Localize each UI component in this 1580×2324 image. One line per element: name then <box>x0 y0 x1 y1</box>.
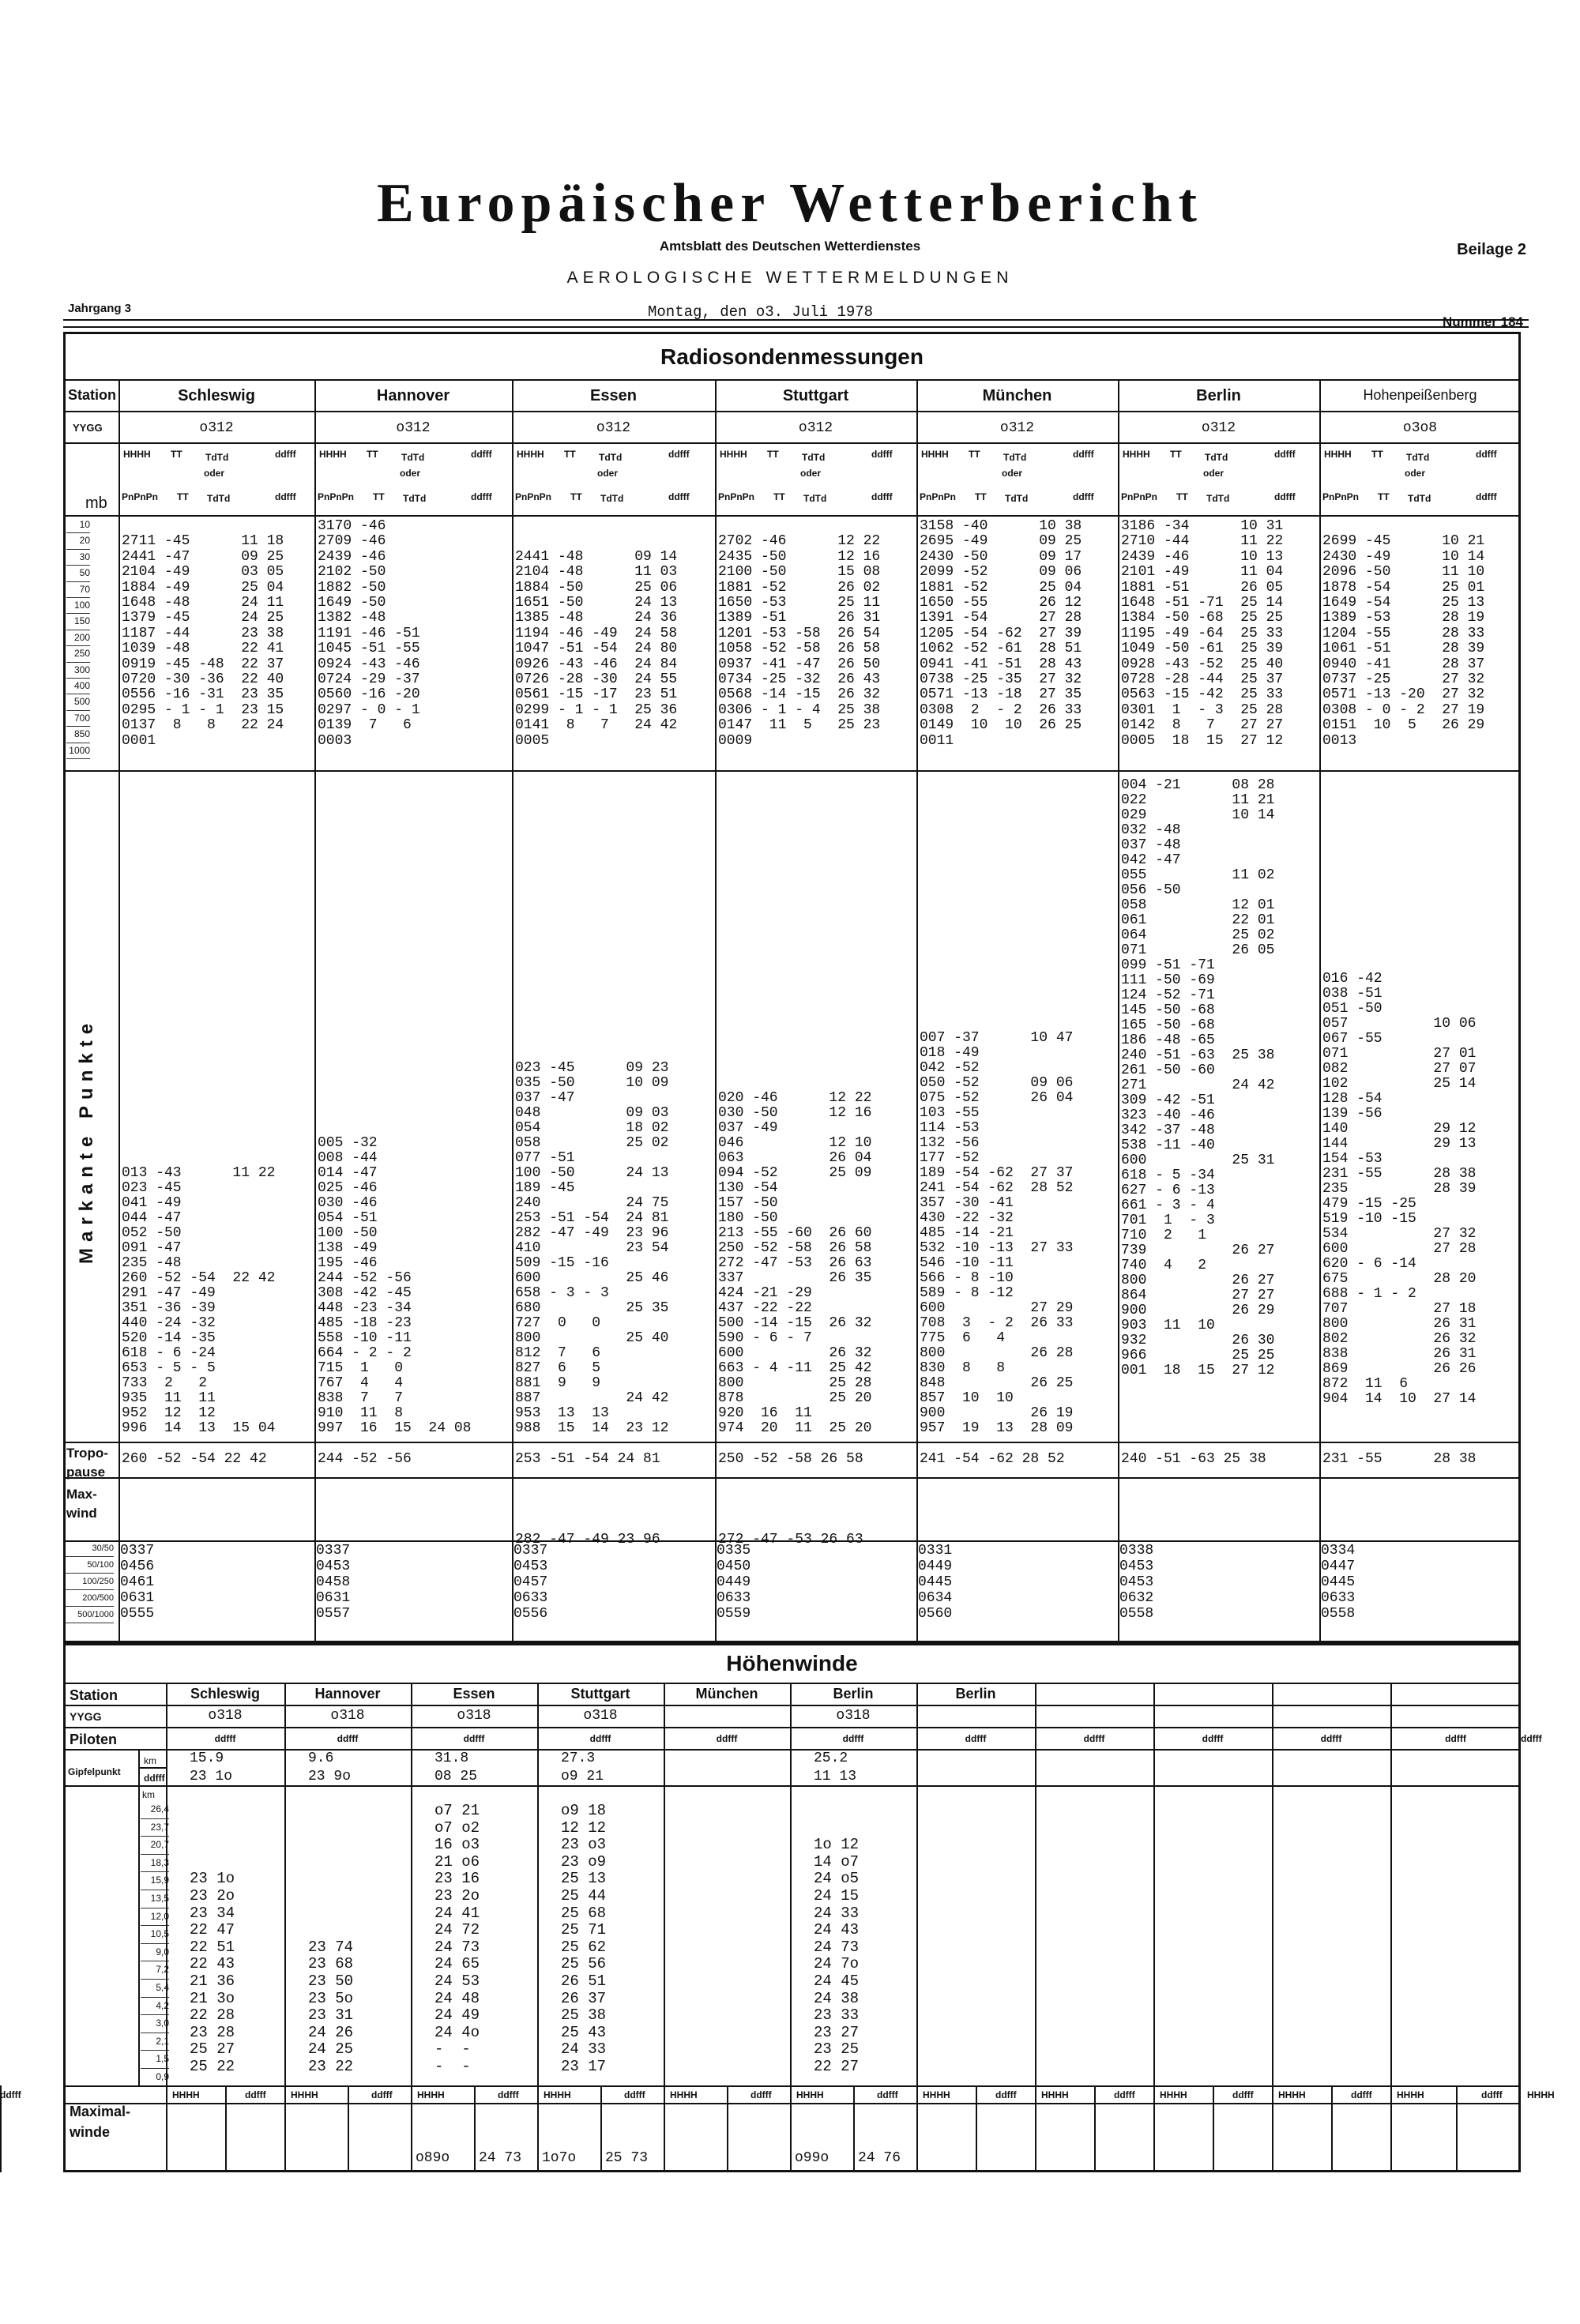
standard-level-data: 2702 -46 12 22 2435 -50 12 16 2100 -50 15 08 1881 -52 26 02 1650 -53 25 11 1389 -51 26 31 1201 -53 -58 26 54 1058 -52 -58 26 58 0937 -41 -47 26 50 0734 -25 -32 26 43 0568 -14 -15 26 32 0306 - 1 - 4 25 38 0147 11 5 25 23 0009 <box>718 533 881 749</box>
standard-level-data: 2699 -45 10 21 2430 -49 10 14 2096 -50 11 10 1878 -54 25 01 1649 -54 25 13 1389 -53 28 19 1204 -55 28 33 1061 -51 28 39 0940 -41 28 37 0737 -25 27 32 0571 -13 -20 27 32 0308 - 0 - 2 27 19 0151 10 5 26 29 0013 <box>1322 533 1485 749</box>
max-hhhh-label: HHHH <box>544 2089 571 2100</box>
sub-ddfff: ddfff <box>871 449 893 460</box>
max-hhhh-label: HHHH <box>1527 2089 1555 2100</box>
sub-tt: TT <box>564 449 576 460</box>
level-150: 150 <box>66 614 90 630</box>
wind-ddfff: ddfff <box>463 1733 485 1744</box>
summit-km: 9.6 <box>308 1751 334 1766</box>
max-mid-divider <box>1331 2085 1333 2172</box>
wind-station-name: Berlin <box>955 1686 996 1702</box>
marked-points-data: 013 -43 11 22 023 -45 041 -49 044 -47 052 -50 091 -47 235 -48 260 -52 -54 22 42 291 -47 -49 351 -36 -39 440 -24 -32 520 -14 -35 618 - 6 -24 653 - 5 - 5 733 2 2 935 11 11 952 12 12 996 14 13 15 04 <box>122 1165 276 1436</box>
sub-tdtd-2: TdTd <box>803 493 827 504</box>
sub-ddfff: ddfff <box>275 449 296 460</box>
rs-rule-station <box>63 379 1521 381</box>
sub-tt-2: TT <box>1378 491 1390 502</box>
max-ddfff: 25 73 <box>605 2150 649 2166</box>
sub-ppp: PnPnPn <box>318 491 355 502</box>
hw-rule-piloten <box>63 1749 1521 1751</box>
station-yygg: o3o8 <box>1402 420 1438 436</box>
wind-ddfff: ddfff <box>337 1733 359 1744</box>
station-yygg: o312 <box>999 420 1035 436</box>
sub-tdtd-2: TdTd <box>1408 493 1431 504</box>
level-700: 700 <box>66 711 90 727</box>
sub-hhhh: HHHH <box>921 449 949 460</box>
sub-hhhh: HHHH <box>1324 449 1352 460</box>
wind-station-name: Stuttgart <box>570 1686 630 1702</box>
level-20: 20 <box>66 533 90 549</box>
wind-station-name: Essen <box>453 1686 495 1702</box>
max-hhhh-label: HHHH <box>417 2089 445 2100</box>
marked-points-label: Markante Punkte <box>76 1017 97 1264</box>
w-row-piloten: Piloten <box>70 1732 118 1747</box>
maxwind-data: 282 -47 -49 23 96 <box>515 1532 660 1547</box>
sub-ppp: PnPnPn <box>515 491 552 502</box>
max-mid-divider <box>0 2085 2 2172</box>
tropopause-data: 240 -51 -63 25 38 <box>1121 1451 1266 1467</box>
issue-date: Montag, den o3. Juli 1978 <box>648 303 874 321</box>
sub-tt-2: TT <box>975 491 987 502</box>
hw-rule-title <box>63 1683 1521 1684</box>
header-rule-2 <box>63 326 1529 328</box>
station-yygg: o312 <box>596 420 631 436</box>
level-200: 200 <box>66 630 90 646</box>
rs-col-divider <box>314 379 316 1643</box>
rs-rule-yygg <box>63 411 1521 412</box>
sub-ddfff-2: ddfff <box>871 491 893 502</box>
max-mid-divider <box>348 2085 349 2172</box>
wind-level: 100/250 <box>65 1574 114 1590</box>
sub-oder: oder <box>1203 468 1224 479</box>
max-ddfff-label: ddfff <box>1114 2089 1135 2100</box>
standard-level-data: 2711 -45 11 18 2441 -47 09 25 2104 -49 03 05 1884 -49 25 04 1648 -48 24 11 1379 -45 24 25 1187 -44 23 38 1039 -48 22 41 0919 -45 -48 22 37 0720 -30 -36 22 40 0556 -16 -31 23 35 0295 - 1 - 1 23 15 0137 8 8 22 24 0001 <box>122 533 284 749</box>
max-hhhh-label: HHHH <box>923 2089 950 2100</box>
rs-col-divider <box>1319 379 1321 1643</box>
station-name: Berlin <box>1196 387 1241 404</box>
hw-col-divider <box>1153 1683 1155 2172</box>
wind-station-name: München <box>695 1686 758 1702</box>
wind-level-data: 23 74 23 68 23 50 23 5o 23 31 24 26 24 25 23 22 <box>308 1938 354 2075</box>
max-hhhh-label: HHHH <box>291 2089 318 2100</box>
max-mid-divider <box>474 2085 476 2172</box>
max-ddfff-label: ddfff <box>877 2089 898 2100</box>
sub-tt: TT <box>1371 449 1383 460</box>
sub-tt: TT <box>969 449 980 460</box>
sub-tt-2: TT <box>373 491 385 502</box>
pressure-levels <box>66 517 90 759</box>
max-ddfff-label: ddfff <box>1351 2089 1372 2100</box>
w-km-head: km <box>142 1789 155 1800</box>
hw-col-divider <box>1272 1683 1273 2172</box>
sub-ddfff-2: ddfff <box>1073 491 1094 502</box>
station-yygg: o312 <box>1201 420 1236 436</box>
w-row-station: Station <box>70 1687 118 1703</box>
sub-tdtd: TdTd <box>599 452 623 463</box>
header-rule <box>63 319 1529 321</box>
station-name: Hannover <box>376 387 450 404</box>
wind-ddfff: ddfff <box>716 1733 738 1744</box>
rs-label-divider <box>118 379 120 1643</box>
rs-col-divider <box>1118 379 1119 1643</box>
wind-ddfff: ddfff <box>589 1733 611 1744</box>
wind-level-data: 23 1o 23 2o 23 34 22 47 22 51 22 43 21 36 21 3o 22 28 23 28 25 27 25 22 <box>190 1870 235 2075</box>
sub-oder: oder <box>1002 468 1023 479</box>
hw-col-divider <box>411 1683 412 2172</box>
sub-tt: TT <box>171 449 182 460</box>
sub-tt-2: TT <box>773 491 785 502</box>
standard-level-data: 3158 -40 10 38 2695 -49 09 25 2430 -50 09 17 2099 -52 09 06 1881 -52 25 04 1650 -55 26 12 1391 -54 27 28 1205 -54 -62 27 39 1062 -52 -61 28 51 0941 -41 -51 28 43 0738 -25 -35 27 32 0571 -13 -18 27 35 0308 2 - 2 26 33 0149 10 10 26 25 0011 <box>920 518 1082 749</box>
km-level: 10,5 <box>141 1926 169 1944</box>
km-level: 13,5 <box>141 1890 169 1908</box>
sub-tdtd-2: TdTd <box>1005 493 1029 504</box>
station-yygg: o312 <box>396 420 431 436</box>
page-title: Europäischer Wetterbericht <box>377 173 1203 234</box>
w-row-gipfel-km: km <box>144 1755 156 1766</box>
max-ddfff-label: ddfff <box>750 2089 772 2100</box>
subtitle: Amtsblatt des Deutschen Wetterdienstes <box>659 239 921 254</box>
row-label-tropopause: Tropo- pause <box>66 1446 108 1480</box>
sub-hhhh: HHHH <box>720 449 747 460</box>
sub-oder: oder <box>1405 468 1426 479</box>
wind-level-data: 1o 12 14 o7 24 o5 24 15 24 33 24 43 24 73 24 7o 24 45 24 38 23 33 23 27 23 25 22 27 <box>814 1836 860 2075</box>
upper-winds-title: Höhenwinde <box>726 1651 858 1675</box>
sub-ddfff-2: ddfff <box>1274 491 1296 502</box>
radiosonde-title: Radiosondenmessungen <box>660 344 924 369</box>
level-250: 250 <box>66 646 90 662</box>
hw-gipfel-mid <box>138 1767 166 1769</box>
issue-number: Nummer 184 <box>1442 314 1523 329</box>
max-mid-divider <box>1456 2085 1458 2172</box>
standard-level-data: 3170 -46 2709 -46 2439 -46 2102 -50 1882 -50 1649 -50 1382 -48 1191 -46 -51 1045 -51 -55 0924 -43 -46 0724 -29 -37 0560 -16 -20 0297 - 0 - 1 0139 7 6 0003 <box>318 518 420 749</box>
wind-level: 500/1000 <box>65 1607 114 1623</box>
level-30: 30 <box>66 550 90 566</box>
sub-oder: oder <box>400 468 421 479</box>
km-level: 7,2 <box>141 1961 169 1980</box>
km-level: 4,2 <box>141 1998 169 2016</box>
km-level: 2,1 <box>141 2033 169 2051</box>
rs-rule-std-top <box>63 515 1521 517</box>
sub-ddfff: ddfff <box>668 449 690 460</box>
max-hhhh-label: HHHH <box>1278 2089 1306 2100</box>
summit-ddfff: 23 1o <box>190 1769 233 1784</box>
max-ddfff-label: ddfff <box>1481 2089 1503 2100</box>
sub-tt: TT <box>1170 449 1182 460</box>
standard-level-data: 2441 -48 09 14 2104 -48 11 03 1884 -50 25 06 1651 -50 24 13 1385 -48 24 36 1194 -46 -49 24 58 1047 -51 -54 24 80 0926 -43 -46 24 84 0726 -28 -30 24 55 0561 -15 -17 23 51 0299 - 1 - 1 25 36 0141 8 7 24 42 0005 <box>515 548 678 749</box>
max-ddfff-label: ddfff <box>0 2089 21 2100</box>
max-ddfff: 24 76 <box>858 2150 901 2166</box>
max-mid-divider <box>976 2085 977 2172</box>
max-hhhh-label: HHHH <box>172 2089 200 2100</box>
station-name: Essen <box>590 387 637 404</box>
summit-ddfff: 23 9o <box>308 1769 352 1784</box>
summit-ddfff: 08 25 <box>434 1769 478 1784</box>
max-ddfff-label: ddfff <box>245 2089 266 2100</box>
max-ddfff-label: ddfff <box>995 2089 1017 2100</box>
wind-level-data: o9 18 12 12 23 o3 23 o9 25 13 25 44 25 68 25 71 25 62 25 56 26 51 26 37 25 38 25 43 24 33 23 17 <box>561 1802 607 2075</box>
hw-col-divider <box>790 1683 792 2172</box>
maxwind-data: 272 -47 -53 26 63 <box>718 1532 863 1547</box>
max-ddfff-label: ddfff <box>624 2089 645 2100</box>
max-hhhh-label: HHHH <box>670 2089 698 2100</box>
marked-points-data: 004 -21 08 28 022 11 21 029 10 14 032 -48 037 -48 042 -47 055 11 02 056 -50 058 12 01 061 22 01 064 25 02 071 26 05 099 -51 -71 111 -50 -69 124 -52 -71 145 -50 -68 165 -50 -68 186 -48 -65 240 -51 -63 25 38 261 -50 -60 271 24 42 309 -42 -51 323 -40 -46 342 -37 -48 538 -11 -40 600 25 31 618 - 5 -34 627 - 6 -13 661 - 3 - 4 701 1 - 3 710 2 1 739 26 27 740 4 2 800 26 27 864 27 27 900 26 29 903 11 10 932 26 30 966 25 25 001 18 15 27 12 <box>1121 777 1275 1378</box>
hw-label-divider <box>166 1683 167 2172</box>
sub-tdtd: TdTd <box>205 452 229 463</box>
sub-tdtd-2: TdTd <box>207 493 231 504</box>
summit-km: 27.3 <box>561 1751 596 1766</box>
km-levels <box>141 1801 169 2087</box>
volume-label: Jahrgang 3 <box>68 302 132 315</box>
row-label-yygg: YYGG <box>73 422 103 434</box>
max-mid-divider <box>225 2085 227 2172</box>
hw-rule-maxhead <box>63 2103 1521 2104</box>
sub-tdtd: TdTd <box>401 452 425 463</box>
wind-ddfff: ddfff <box>1445 1733 1466 1744</box>
wind-layer-data: 0334 0447 0445 0633 0558 <box>1321 1543 1356 1622</box>
sub-ddfff: ddfff <box>1073 449 1094 460</box>
wind-station-name: Berlin <box>833 1686 874 1702</box>
tropopause-data: 250 -52 -58 26 58 <box>718 1451 863 1467</box>
tropopause-data: 241 -54 -62 28 52 <box>920 1451 1065 1467</box>
hw-col-divider <box>1390 1683 1392 2172</box>
sub-ppp: PnPnPn <box>718 491 755 502</box>
wind-layer-data: 0335 0450 0449 0633 0559 <box>717 1543 751 1622</box>
rs-rule-trop <box>63 1442 1521 1443</box>
marked-points-data: 005 -32 008 -44 014 -47 025 -46 030 -46 054 -51 100 -50 138 -49 195 -46 244 -52 -56 308 -42 -45 448 -23 -34 485 -18 -23 558 -10 -11 664 - 2 - 2 715 1 0 767 4 4 838 7 7 910 11 8 997 16 15 24 08 <box>318 1135 472 1436</box>
level-300: 300 <box>66 663 90 679</box>
sub-oder: oder <box>204 468 225 479</box>
max-mid-divider <box>853 2085 855 2172</box>
km-level: 18,3 <box>141 1855 169 1873</box>
sub-tt-2: TT <box>1176 491 1188 502</box>
w-row-gipfel: Gipfelpunkt <box>68 1766 121 1777</box>
km-level: 26,4 <box>141 1801 169 1819</box>
summit-km: 25.2 <box>814 1751 848 1766</box>
km-level: 1,5 <box>141 2051 169 2069</box>
hw-rule-station <box>63 1705 1521 1706</box>
max-hhhh-label: HHHH <box>1397 2089 1424 2100</box>
sub-hhhh: HHHH <box>517 449 544 460</box>
wind-station-yygg: o318 <box>208 1708 243 1724</box>
max-ddfff-label: ddfff <box>498 2089 519 2100</box>
max-hhhh-label: HHHH <box>1160 2089 1187 2100</box>
standard-level-data: 3186 -34 10 31 2710 -44 11 22 2439 -46 10 13 2101 -49 11 04 1881 -51 26 05 1648 -51 -71 25 14 1384 -50 -68 25 25 1195 -49 -64 25 33 1049 -50 -61 25 39 0928 -43 -52 25 40 0728 -28 -44 25 37 0563 -15 -42 25 33 0301 1 - 3 25 28 0142 8 7 27 27 0005 18 15 27 12 <box>1121 518 1284 749</box>
sub-oder: oder <box>800 468 822 479</box>
hw-col-divider <box>284 1683 286 2172</box>
wind-station-name: Hannover <box>314 1686 381 1702</box>
row-label-mb: mb <box>85 495 107 512</box>
hw-col-divider <box>1035 1683 1036 2172</box>
sub-tdtd: TdTd <box>802 452 826 463</box>
station-name: Hohenpeißenberg <box>1363 387 1477 403</box>
marked-points-data: 020 -46 12 22 030 -50 12 16 037 -49 046 12 10 063 26 04 094 -52 25 09 130 -54 157 -50 180 -50 213 -55 -60 26 60 250 -52 -58 26 58 272 -47 -53 26 63 337 26 35 424 -21 -29 437 -22 -22 500 -14 -15 26 32 590 - 6 - 7 600 26 32 663 - 4 -11 25 42 800 25 28 878 25 20 920 16 11 974 20 11 25 20 <box>718 1090 872 1436</box>
w-row-maxwinde: Maximal- winde <box>70 2104 131 2140</box>
wind-station-yygg: o318 <box>457 1708 491 1724</box>
max-mid-divider <box>1094 2085 1096 2172</box>
rs-rule-std-bottom <box>63 770 1521 772</box>
level-500: 500 <box>66 694 90 710</box>
summit-km: 15.9 <box>190 1751 224 1766</box>
sub-oder: oder <box>597 468 619 479</box>
max-ddfff: 24 73 <box>479 2150 522 2166</box>
wind-ddfff: ddfff <box>965 1733 987 1744</box>
wind-ddfff: ddfff <box>1521 1733 1542 1744</box>
sub-ppp: PnPnPn <box>1322 491 1360 502</box>
wind-station-yygg: o318 <box>836 1708 871 1724</box>
sub-ddfff-2: ddfff <box>1476 491 1497 502</box>
tropopause-data: 260 -52 -54 22 42 <box>122 1451 267 1467</box>
sub-tdtd: TdTd <box>1406 452 1430 463</box>
max-hhhh: o99o <box>795 2150 830 2166</box>
w-row-yygg: YYGG <box>70 1710 102 1723</box>
sub-ppp: PnPnPn <box>920 491 957 502</box>
sub-ppp: PnPnPn <box>122 491 159 502</box>
hw-rule-yygg <box>63 1727 1521 1728</box>
wind-ddfff: ddfff <box>1320 1733 1342 1744</box>
level-850: 850 <box>66 727 90 743</box>
km-level: 12,0 <box>141 1908 169 1927</box>
max-mid-divider <box>600 2085 602 2172</box>
sub-tdtd-2: TdTd <box>403 493 427 504</box>
row-label-maxwind: Max- wind <box>66 1487 97 1521</box>
station-name: Schleswig <box>178 387 255 404</box>
max-mid-divider <box>1213 2085 1214 2172</box>
wind-layer-data: 0331 0449 0445 0634 0560 <box>918 1543 953 1622</box>
wind-ddfff: ddfff <box>214 1733 236 1744</box>
sub-tdtd: TdTd <box>1003 452 1027 463</box>
km-level: 5,4 <box>141 1980 169 1998</box>
max-ddfff-label: ddfff <box>371 2089 393 2100</box>
sub-ddfff-2: ddfff <box>275 491 296 502</box>
marked-points-data: 016 -42 038 -51 051 -50 057 10 06 067 -55 071 27 01 082 27 07 102 25 14 128 -54 139 -56 140 29 12 144 29 13 154 -53 231 -55 28 38 235 28 39 479 -15 -25 519 -10 -15 534 27 32 600 27 28 620 - 6 -14 675 28 20 688 - 1 - 2 707 27 18 800 26 31 802 26 32 838 26 31 869 26 26 872 11 6 904 14 10 27 14 <box>1322 971 1477 1407</box>
km-level: 20,7 <box>141 1837 169 1855</box>
max-hhhh: o89o <box>416 2150 450 2166</box>
station-yygg: o312 <box>798 420 833 436</box>
tropopause-data: 231 -55 28 38 <box>1322 1451 1477 1467</box>
hw-rule-levels <box>63 2085 1521 2087</box>
sub-ddfff: ddfff <box>1274 449 1296 460</box>
wind-ddfff: ddfff <box>1202 1733 1224 1744</box>
hw-col-divider <box>916 1683 918 2172</box>
wind-layer-data: 0338 0453 0453 0632 0558 <box>1119 1543 1154 1622</box>
sub-ddfff-2: ddfff <box>668 491 690 502</box>
wind-ddfff: ddfff <box>842 1733 864 1744</box>
sub-tdtd-2: TdTd <box>1206 493 1230 504</box>
level-100: 100 <box>66 598 90 614</box>
wind-station-name: Schleswig <box>190 1686 261 1702</box>
wind-station-yygg: o318 <box>583 1708 618 1724</box>
marked-points-data: 007 -37 10 47 018 -49 042 -52 050 -52 09 06 075 -52 26 04 103 -55 114 -53 132 -56 177 -52 189 -54 -62 27 37 241 -54 -62 28 52 357 -30 -41 430 -22 -32 485 -14 -21 532 -10 -13 27 33 546 -10 -11 566 - 8 -10 589 - 8 -12 600 27 29 708 3 - 2 26 33 775 6 4 800 26 28 830 8 8 848 26 25 857 10 10 900 26 19 957 19 13 28 09 <box>920 1030 1074 1436</box>
km-level: 23,7 <box>141 1819 169 1837</box>
level-1000: 1000 <box>66 743 90 759</box>
rs-rule-maxw <box>63 1477 1521 1479</box>
summit-ddfff: 11 13 <box>814 1769 857 1784</box>
level-50: 50 <box>66 566 90 581</box>
wind-level: 30/50 <box>65 1540 114 1557</box>
row-label-station: Station <box>68 387 116 403</box>
station-yygg: o312 <box>199 420 234 436</box>
summit-km: 31.8 <box>434 1751 469 1766</box>
wind-level: 200/500 <box>65 1590 114 1607</box>
supplement-label: Beilage 2 <box>1457 241 1526 258</box>
station-name: München <box>982 387 1052 404</box>
rs-col-divider <box>512 379 514 1643</box>
sub-ddfff: ddfff <box>1476 449 1497 460</box>
tropopause-data: 244 -52 -56 <box>318 1451 412 1467</box>
sub-tt-2: TT <box>177 491 189 502</box>
level-70: 70 <box>66 582 90 598</box>
wind-layer-data: 0337 0456 0461 0631 0555 <box>120 1543 155 1622</box>
hw-col-divider <box>537 1683 539 2172</box>
hw-km-divider <box>138 1749 140 2085</box>
max-mid-divider <box>727 2085 728 2172</box>
level-10: 10 <box>66 517 90 533</box>
sub-ddfff-2: ddfff <box>471 491 492 502</box>
w-row-gipfel-ddfff: ddfff <box>144 1773 165 1784</box>
rs-rule-sub <box>63 442 1521 444</box>
km-level: 15,9 <box>141 1872 169 1890</box>
sub-hhhh: HHHH <box>1123 449 1150 460</box>
max-hhhh: 1o7o <box>542 2150 577 2166</box>
rs-col-divider <box>916 379 918 1643</box>
sub-ppp: PnPnPn <box>1121 491 1158 502</box>
km-level: 9,0 <box>141 1944 169 1962</box>
sub-tt-2: TT <box>570 491 582 502</box>
marked-points-data: 023 -45 09 23 035 -50 10 09 037 -47 048 09 03 054 18 02 058 25 02 077 -51 100 -50 24 13 189 -45 240 24 75 253 -51 -54 24 81 282 -47 -49 23 96 410 23 54 509 -15 -16 600 25 46 658 - 3 - 3 680 25 35 727 0 0 800 25 40 812 7 6 827 6 5 881 9 9 887 24 42 953 13 13 988 15 14 23 12 <box>515 1060 669 1436</box>
summit-ddfff: o9 21 <box>561 1769 604 1784</box>
wind-station-yygg: o318 <box>330 1708 365 1724</box>
rs-col-divider <box>715 379 717 1643</box>
level-400: 400 <box>66 679 90 694</box>
wind-ddfff: ddfff <box>1083 1733 1105 1744</box>
sub-tdtd: TdTd <box>1205 452 1228 463</box>
wind-layer-levels <box>65 1540 114 1623</box>
max-hhhh-label: HHHH <box>1041 2089 1069 2100</box>
wind-layer-data: 0337 0453 0458 0631 0557 <box>316 1543 351 1622</box>
sub-tdtd-2: TdTd <box>600 493 624 504</box>
sub-hhhh: HHHH <box>319 449 347 460</box>
station-name: Stuttgart <box>782 387 849 404</box>
wind-layer-data: 0337 0453 0457 0633 0556 <box>514 1543 548 1622</box>
sub-ddfff: ddfff <box>471 449 492 460</box>
wind-level-data: o7 21 o7 o2 16 o3 21 o6 23 16 23 2o 24 41 24 72 24 73 24 65 24 53 24 48 24 49 24 4o - - - - <box>434 1802 480 2075</box>
hw-rule-gipfel <box>63 1785 1521 1787</box>
tropopause-data: 253 -51 -54 24 81 <box>515 1451 660 1467</box>
section-heading: AEROLOGISCHE WETTERMELDUNGEN <box>566 269 1014 287</box>
max-hhhh-label: HHHH <box>796 2089 824 2100</box>
hw-col-divider <box>664 1683 665 2172</box>
km-level: 0,9 <box>141 2069 169 2087</box>
sub-hhhh: HHHH <box>123 449 151 460</box>
max-ddfff-label: ddfff <box>1232 2089 1254 2100</box>
km-level: 3,0 <box>141 2015 169 2033</box>
sub-tt: TT <box>367 449 378 460</box>
wind-level: 50/100 <box>65 1557 114 1574</box>
sub-tt: TT <box>767 449 779 460</box>
